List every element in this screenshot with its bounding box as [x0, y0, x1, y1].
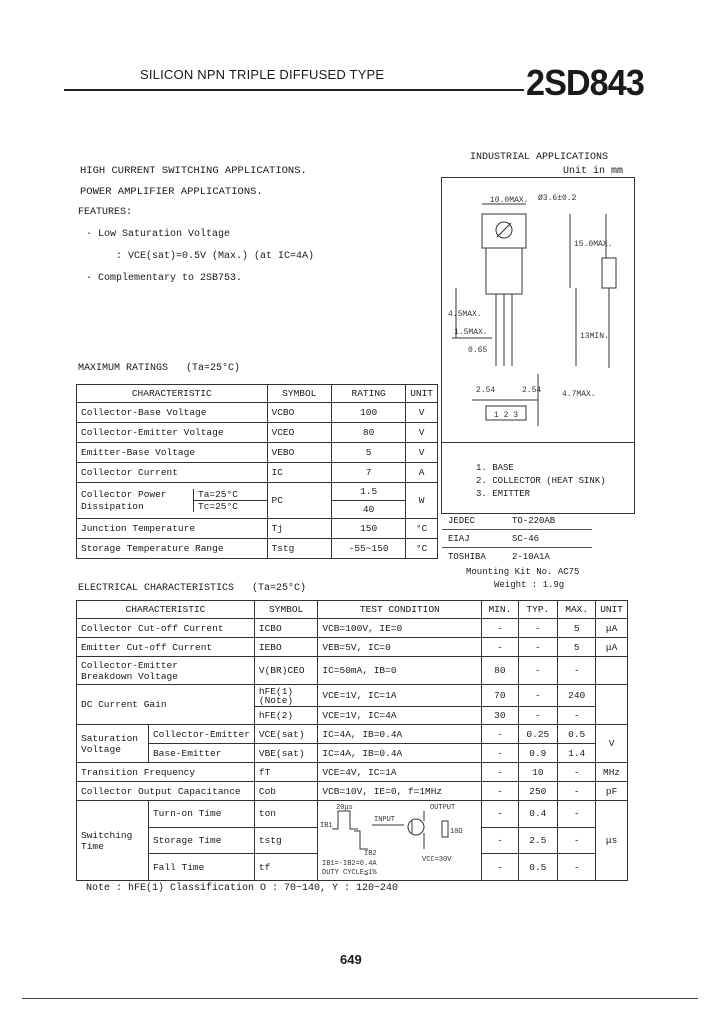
ec-sym: fT: [254, 763, 318, 782]
ec-min: -: [482, 827, 518, 854]
ec-name: [77, 801, 149, 881]
mr-power-val-2: 40: [332, 501, 406, 519]
ec-max: -: [558, 801, 596, 828]
pin-2: 2. COLLECTOR (HEAT SINK): [476, 476, 606, 486]
ec-cond: IC=4A, IB=0.4A: [318, 744, 482, 763]
dim-depth: 4.7MAX.: [562, 390, 596, 399]
std-eiaj-value: SC-46: [512, 534, 540, 544]
ec-unit: MHz: [596, 763, 628, 782]
ec-sym: ton: [254, 801, 318, 828]
mr-sym: Tj: [267, 519, 332, 539]
ec-typ: 0.5: [518, 854, 558, 881]
ec-max: -: [558, 763, 596, 782]
mr-name: Storage Temperature Range: [77, 539, 268, 559]
circuit-load: 10Ω: [450, 828, 464, 836]
max-ratings-table: [76, 384, 438, 559]
ec-cond: VCB=10V, IE=0, f=1MHz: [318, 782, 482, 801]
ec-min: -: [482, 763, 518, 782]
ec-typ: 0.9: [518, 744, 558, 763]
mr-val: 100: [332, 403, 406, 423]
mr-name: Collector-Emitter Voltage: [77, 423, 268, 443]
ec-name-line-2: Time: [81, 840, 104, 852]
ec-max: 5: [558, 638, 596, 657]
std-toshiba-name: TOSHIBA: [448, 552, 486, 562]
max-ratings-title: [78, 363, 240, 374]
features-title: FEATURES:: [78, 207, 133, 218]
mr-sym: VEBO: [267, 443, 332, 463]
application-line-2: POWER AMPLIFIER APPLICATIONS.: [80, 186, 263, 198]
ec-max: -: [558, 657, 596, 685]
ec-typ: 250: [518, 782, 558, 801]
ec-min: -: [482, 725, 518, 744]
ec-sym: hFE(2): [254, 707, 318, 725]
ec-unit: V: [596, 725, 628, 763]
ec-sym: tstg: [254, 827, 318, 854]
footer-rule: [22, 998, 698, 999]
mr-sym: VCEO: [267, 423, 332, 443]
ec-unit: μA: [596, 638, 628, 657]
ec-name: DC Current Gain: [77, 685, 255, 725]
std-toshiba-value: 2-10A1A: [512, 552, 550, 562]
ec-subname: Collector-Emitter: [148, 725, 254, 744]
dim-lead-width: 1.5MAX.: [454, 328, 488, 337]
ec-head-max: MAX.: [558, 601, 596, 619]
circuit-ib1: IB1: [320, 822, 334, 830]
ec-name: Collector Output Capacitance: [77, 782, 255, 801]
dim-height: 15.0MAX.: [574, 240, 613, 249]
ec-typ: 0.25: [518, 725, 558, 744]
elec-title-text: ELECTRICAL CHARACTERISTICS: [78, 583, 235, 594]
elec-title: [78, 583, 306, 594]
mr-head-symbol: SYMBOL: [267, 385, 332, 403]
package-unit: Unit in mm: [563, 166, 624, 177]
ec-sym: V(BR)CEO: [254, 657, 318, 685]
ec-max: -: [558, 854, 596, 881]
application-line-1: HIGH CURRENT SWITCHING APPLICATIONS.: [80, 165, 307, 177]
package-title: INDUSTRIAL APPLICATIONS: [470, 152, 609, 163]
ec-name: [77, 725, 149, 763]
page-number: 649: [340, 952, 362, 967]
ec-name-line-1: Collector-Emitter: [81, 659, 178, 671]
weight: Weight : 1.9g: [494, 580, 565, 590]
dim-width: 10.0MAX.: [490, 196, 529, 205]
ec-typ: -: [518, 657, 558, 685]
ec-sym: ICBO: [254, 619, 318, 638]
ec-cond: VCE=1V, IC=4A: [318, 707, 482, 725]
elec-cond: (Ta=25°C): [252, 583, 307, 594]
mr-unit: V: [406, 423, 438, 443]
ec-head-symbol: SYMBOL: [254, 601, 318, 619]
ec-min: 30: [482, 707, 518, 725]
ec-name: Emitter Cut-off Current: [77, 638, 255, 657]
ec-cond: IC=50mA, IB=0: [318, 657, 482, 685]
ec-sym: Cob: [254, 782, 318, 801]
ec-unit: μs: [596, 801, 628, 881]
std-rule-2: [442, 547, 592, 548]
mr-head-unit: UNIT: [406, 385, 438, 403]
ec-subname: Fall Time: [148, 854, 254, 881]
ec-unit: μA: [596, 619, 628, 638]
mr-name: Junction Temperature: [77, 519, 268, 539]
elec-table: [76, 600, 628, 881]
mr-power-cond-1: Ta=25°C: [194, 489, 267, 501]
std-jedec-name: JEDEC: [448, 516, 476, 526]
ec-name: [77, 657, 255, 685]
ec-min: 70: [482, 685, 518, 707]
ec-max: -: [558, 782, 596, 801]
ec-sym: [254, 685, 318, 707]
ec-cond: VEB=5V, IC=0: [318, 638, 482, 657]
circuit-vcc: VCC=30V: [422, 856, 452, 864]
ec-min: -: [482, 744, 518, 763]
svg-text:1 2 3: 1 2 3: [494, 411, 519, 420]
mr-unit: V: [406, 443, 438, 463]
ec-unit-empty: [596, 657, 628, 685]
ec-min: -: [482, 854, 518, 881]
ec-min: -: [482, 619, 518, 638]
ec-sym: VCE(sat): [254, 725, 318, 744]
ec-name-line-2: Breakdown Voltage: [81, 670, 178, 682]
mr-power-unit: W: [406, 483, 438, 519]
max-ratings-cond: (Ta=25°C): [186, 363, 241, 374]
ec-name-line-2: Voltage: [81, 743, 121, 755]
mr-power-cell: [77, 483, 268, 519]
ec-min: -: [482, 801, 518, 828]
pin-3: 3. EMITTER: [476, 489, 531, 499]
switching-circuit-drawing: [318, 801, 474, 877]
ec-typ: 10: [518, 763, 558, 782]
dim-pitch-1: 2.54: [476, 386, 496, 395]
ec-max: 240: [558, 685, 596, 707]
mr-name: Collector-Base Voltage: [77, 403, 268, 423]
mr-unit: °C: [406, 539, 438, 559]
type-line: SILICON NPN TRIPLE DIFFUSED TYPE: [140, 67, 385, 82]
ec-head-typ: TYP.: [518, 601, 558, 619]
circuit-pulse-width: 20μs: [336, 804, 354, 812]
mr-val: 5: [332, 443, 406, 463]
dim-lead-length: 13MIN.: [580, 332, 609, 341]
ec-head-unit: UNIT: [596, 601, 628, 619]
ec-max: 5: [558, 619, 596, 638]
ec-min: 80: [482, 657, 518, 685]
pin-list-frame: [441, 441, 635, 514]
ec-head-char: CHARACTERISTIC: [77, 601, 255, 619]
feature-item-1: · Low Saturation Voltage: [86, 229, 231, 240]
ec-name-line-1: Saturation: [81, 732, 139, 744]
mr-val: 80: [332, 423, 406, 443]
dim-tab: 4.5MAX.: [448, 310, 482, 319]
mr-val: 7: [332, 463, 406, 483]
mr-val: 150: [332, 519, 406, 539]
ec-max: 1.4: [558, 744, 596, 763]
mr-unit: A: [406, 463, 438, 483]
ec-unit: pF: [596, 782, 628, 801]
classification-note: Note : hFE(1) Classification O : 70~140, Y : 120~240: [86, 883, 399, 894]
ec-note-ref: (Note): [258, 694, 294, 706]
ec-head-min: MIN.: [482, 601, 518, 619]
switching-test-circuit: [318, 801, 482, 881]
circuit-cond: IB1=-IB2=0.4A: [322, 860, 378, 868]
mr-power-name-2: Dissipation: [81, 500, 144, 512]
mr-val: -55~150: [332, 539, 406, 559]
dim-pitch-2: 2.54: [522, 386, 542, 395]
ec-cond: VCE=1V, IC=1A: [318, 685, 482, 707]
mounting-kit: Mounting Kit No. AC75: [466, 567, 580, 577]
ec-subname: Base-Emitter: [148, 744, 254, 763]
ec-typ: 2.5: [518, 827, 558, 854]
std-rule-1: [442, 529, 592, 530]
ec-typ: -: [518, 619, 558, 638]
mr-sym: IC: [267, 463, 332, 483]
header-rule: [64, 89, 524, 91]
mr-unit: V: [406, 403, 438, 423]
ec-name-line-1: Switching: [81, 829, 133, 841]
pin-1: 1. BASE: [476, 463, 514, 473]
ec-max: 0.5: [558, 725, 596, 744]
mr-unit: °C: [406, 519, 438, 539]
dim-hole: Ø3.6±0.2: [538, 194, 577, 203]
ec-sym-hfe1: hFE(1): [258, 685, 294, 697]
ec-subname: Turn-on Time: [148, 801, 254, 828]
ec-min: -: [482, 782, 518, 801]
package-outline-drawing: [442, 178, 634, 442]
mr-power-val-1: 1.5: [332, 483, 406, 501]
ec-typ: -: [518, 707, 558, 725]
ec-cond: VCB=100V, IE=0: [318, 619, 482, 638]
mr-name: Collector Current: [77, 463, 268, 483]
mr-head-rating: RATING: [332, 385, 406, 403]
dim-lead-thickness: 0.65: [468, 346, 488, 355]
ec-min: -: [482, 638, 518, 657]
mr-power-sym: PC: [267, 483, 332, 519]
circuit-input: INPUT: [374, 816, 396, 824]
ec-unit-empty: [596, 685, 628, 725]
mr-power-name-1: Collector Power: [81, 489, 167, 501]
ec-cond: VCE=4V, IC=1A: [318, 763, 482, 782]
ec-typ: -: [518, 638, 558, 657]
ec-cond: IC=4A, IB=0.4A: [318, 725, 482, 744]
ec-name: Collector Cut-off Current: [77, 619, 255, 638]
ec-subname: Storage Time: [148, 827, 254, 854]
circuit-output: OUTPUT: [430, 804, 456, 812]
circuit-duty: DUTY CYCLE≦1%: [322, 869, 378, 877]
mr-head-char: CHARACTERISTIC: [77, 385, 268, 403]
ec-max: -: [558, 707, 596, 725]
ec-head-cond: TEST CONDITION: [318, 601, 482, 619]
mr-sym: Tstg: [267, 539, 332, 559]
mr-power-cond-2: Tc=25°C: [194, 501, 267, 513]
std-eiaj-name: EIAJ: [448, 534, 470, 544]
ec-name: Transition Frequency: [77, 763, 255, 782]
ec-typ: -: [518, 685, 558, 707]
ec-sym: IEBO: [254, 638, 318, 657]
ec-sym: VBE(sat): [254, 744, 318, 763]
package-drawing-frame: [441, 177, 635, 443]
max-ratings-title-text: MAXIMUM RATINGS: [78, 363, 169, 374]
part-number: 2SD843: [526, 62, 644, 103]
ec-typ: 0.4: [518, 801, 558, 828]
ec-sym: tf: [254, 854, 318, 881]
mr-sym: VCBO: [267, 403, 332, 423]
feature-item-3: · Complementary to 2SB753.: [86, 273, 243, 284]
feature-item-2: : VCE(sat)=0.5V (Max.) (at IC=4A): [116, 251, 315, 262]
mr-name: Emitter-Base Voltage: [77, 443, 268, 463]
std-jedec-value: TO-220AB: [512, 516, 556, 526]
ec-max: -: [558, 827, 596, 854]
circuit-ib2: IB2: [364, 850, 378, 858]
